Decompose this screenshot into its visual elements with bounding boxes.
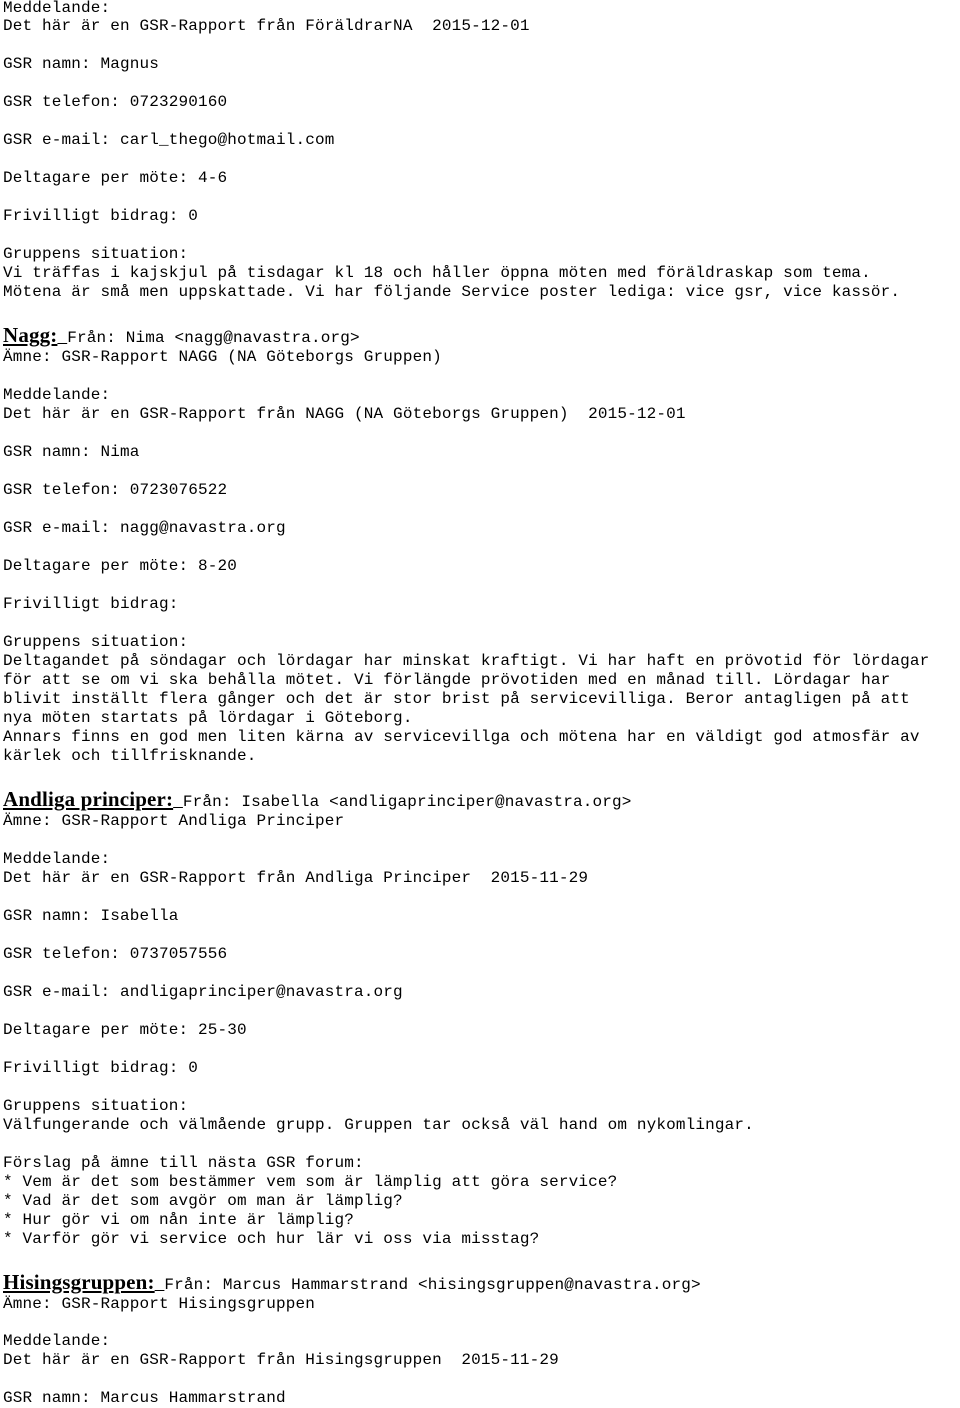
meddelande-label: Meddelande: xyxy=(3,850,111,868)
voluntary-contribution: Frivilligt bidrag: 0 xyxy=(3,207,199,225)
forum-suggestion-item: * Hur gör vi om nån inte är lämplig? xyxy=(3,1211,355,1229)
forum-suggestion-item: * Varför gör vi service och hur lär vi oss via misstag? xyxy=(3,1230,540,1248)
forum-suggestion-label: Förslag på ämne till nästa GSR forum: xyxy=(3,1154,364,1172)
gsr-phone: GSR telefon: 0723290160 xyxy=(3,93,228,111)
participants-per-meeting: Deltagare per möte: 25-30 xyxy=(3,1021,247,1039)
group-situation-label: Gruppens situation: xyxy=(3,633,189,651)
from-line: Från: Nima <nagg@navastra.org> xyxy=(67,329,360,347)
group-situation-line: Deltagandet på söndagar och lördagar har minskat kraftigt. Vi har haft en prövotid för lördagar xyxy=(3,652,930,670)
participants-per-meeting: Deltagare per möte: 4-6 xyxy=(3,169,228,187)
gsr-name: GSR namn: Magnus xyxy=(3,55,160,73)
section-header-andliga xyxy=(3,787,632,812)
participants-per-meeting: Deltagare per möte: 8-20 xyxy=(3,557,238,575)
subject-line: Ämne: GSR-Rapport Andliga Principer xyxy=(3,812,345,830)
subject-line: Ämne: GSR-Rapport NAGG (NA Göteborgs Gruppen) xyxy=(3,348,442,366)
group-situation-label: Gruppens situation: xyxy=(3,1097,189,1115)
from-line: Från: Isabella <andligaprinciper@navastra.org> xyxy=(182,793,632,811)
voluntary-contribution: Frivilligt bidrag: 0 xyxy=(3,1059,199,1077)
meddelande-label: Meddelande: xyxy=(3,0,111,17)
gsr-name: GSR namn: Nima xyxy=(3,443,140,461)
section-header-nagg xyxy=(3,323,360,348)
from-line: Från: Marcus Hammarstrand <hisingsgruppen@navastra.org> xyxy=(164,1276,701,1294)
subject-line: Ämne: GSR-Rapport Hisingsgruppen xyxy=(3,1295,316,1313)
group-situation-line: blivit inställt flera gånger och det är stor brist på servicevilliga. Beror antagligen på att xyxy=(3,690,910,708)
meddelande-label: Meddelande: xyxy=(3,386,111,404)
gsr-email: GSR e-mail: andligaprinciper@navastra.org xyxy=(3,983,403,1001)
group-situation-line: Välfungerande och välmående grupp. Gruppen tar också väl hand om nykomlingar. xyxy=(3,1116,754,1134)
report-title: Det här är en GSR-Rapport från NAGG (NA Göteborgs Gruppen) 2015-12-01 xyxy=(3,405,686,423)
gsr-phone: GSR telefon: 0723076522 xyxy=(3,481,228,499)
group-situation-label: Gruppens situation: xyxy=(3,245,189,263)
gsr-name: GSR namn: Marcus Hammarstrand xyxy=(3,1389,286,1407)
group-situation-line: Vi träffas i kajskjul på tisdagar kl 18 och håller öppna möten med föräldraskap som tema. xyxy=(3,264,871,282)
section-header-hisings xyxy=(3,1270,701,1295)
voluntary-contribution: Frivilligt bidrag: xyxy=(3,595,179,613)
gsr-email: GSR e-mail: carl_thego@hotmail.com xyxy=(3,131,335,149)
forum-suggestion-item: * Vem är det som bestämmer vem som är lämplig att göra service? xyxy=(3,1173,618,1191)
report-title: Det här är en GSR-Rapport från Hisingsgruppen 2015-11-29 xyxy=(3,1351,559,1369)
forum-suggestion-item: * Vad är det som avgör om man är lämplig? xyxy=(3,1192,403,1210)
meddelande-label: Meddelande: xyxy=(3,1332,111,1350)
group-situation-line: för att se om vi ska behålla mötet. Vi förlängde prövotiden med en månad till. Lördagar har xyxy=(3,671,891,689)
group-situation-line: Mötena är små men uppskattade. Vi har följande Service poster lediga: vice gsr, vice kassör. xyxy=(3,283,901,301)
gsr-name: GSR namn: Isabella xyxy=(3,907,179,925)
group-situation-line: kärlek och tillfrisknande. xyxy=(3,747,257,765)
report-title: Det här är en GSR-Rapport från Andliga Principer 2015-11-29 xyxy=(3,869,589,887)
section-heading: Hisingsgruppen: xyxy=(3,1270,155,1294)
group-situation-line: nya möten startats på lördagar i Göteborg. xyxy=(3,709,413,727)
gsr-email: GSR e-mail: nagg@navastra.org xyxy=(3,519,286,537)
section-heading: Andliga principer: xyxy=(3,787,174,811)
section-heading: Nagg: xyxy=(3,323,58,347)
gsr-phone: GSR telefon: 0737057556 xyxy=(3,945,228,963)
group-situation-line: Annars finns en god men liten kärna av servicevillga och mötena har en väldigt god atmosfär av xyxy=(3,728,920,746)
report-title: Det här är en GSR-Rapport från FöräldrarNA 2015-12-01 xyxy=(3,17,530,35)
